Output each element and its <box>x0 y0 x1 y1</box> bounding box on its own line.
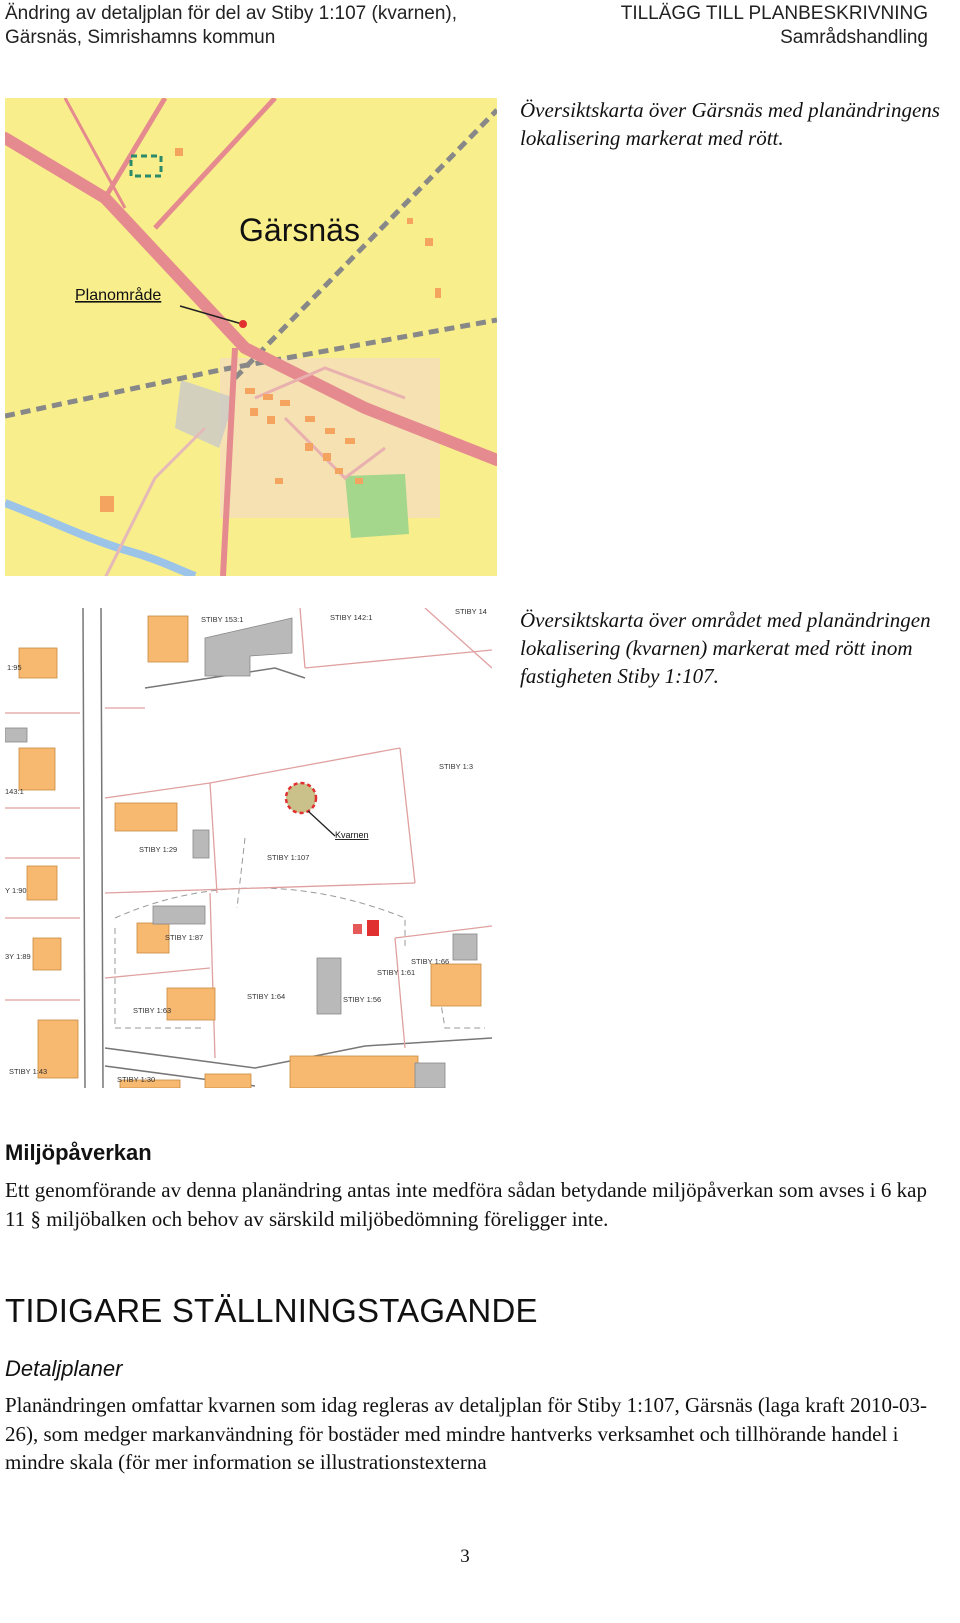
parcel-label: STIBY 1:3 <box>439 762 474 771</box>
header-right <box>621 2 928 50</box>
subheading-detail-plans: Detaljplaner <box>5 1356 123 1381</box>
parcel-label: STIBY 1:30 <box>117 1075 156 1084</box>
detail-map-kvarnen <box>5 608 492 1088</box>
parcel-label: STIBY 1:29 <box>139 845 178 854</box>
header-subtitle: Gärsnäs, Simrishamns kommun <box>5 27 276 48</box>
parcel-label: STIBY 1:56 <box>343 995 382 1004</box>
parcel-label: STIBY 1:43 <box>9 1067 48 1076</box>
parcel-label: 1:95 <box>7 663 22 672</box>
map-plan-label: Planområde <box>75 287 162 304</box>
overview-map-garsnas <box>5 98 497 576</box>
parcel-label: STIBY 1:64 <box>247 992 286 1001</box>
header-doc-status: Samrådshandling <box>780 27 928 48</box>
header-left <box>5 2 457 50</box>
section-heading-prior-decisions: TIDIGARE STÄLLNINGSTAGANDE <box>5 1292 538 1329</box>
header-title: Ändring av detaljplan för del av Stiby 1:107 (kvarnen), <box>5 3 458 24</box>
kvarnen-label: Kvarnen <box>335 830 369 840</box>
header-doc-type: TILLÄGG TILL PLANBESKRIVNING <box>620 3 928 24</box>
detail-plans-paragraph: Planändringen omfattar kvarnen som idag regleras av detaljplan för Stiby 1:107, Gärsnäs (laga kraft 2010-03-26), som medger markanvändning för bostäder med mindre hantverks verksamhet och tillhörande handel i mindre skala (för mer information se illustrationstexterna <box>5 1393 927 1474</box>
detail-map-caption: Översiktskarta över området med planändringen lokalisering (kvarnen) markerat med rött inom fastigheten Stiby 1:107. <box>520 608 931 688</box>
parcel-label: 3Y 1:89 <box>5 952 31 961</box>
parcel-label: Y 1:90 <box>5 886 27 895</box>
parcel-label: STIBY 14 <box>455 608 487 616</box>
parcel-label: STIBY 1:107 <box>267 853 310 862</box>
overview-map-caption: Översiktskarta över Gärsnäs med planändringens lokalisering markerat med rött. <box>520 98 940 150</box>
parcel-label: STIBY 1:63 <box>133 1006 172 1015</box>
parcel-label: STIBY 1:61 <box>377 968 416 977</box>
parcel-label: STIBY 1:66 <box>411 957 450 966</box>
parcel-label: STIBY 142:1 <box>330 613 373 622</box>
environment-paragraph: Ett genomförande av denna planändring antas inte medföra sådan betydande miljöpåverkan som avses i 6 kap 11 § miljöbalken och behov av särskild miljöbedömning föreligger inte. <box>5 1178 927 1231</box>
parcel-label: STIBY 1:87 <box>165 933 204 942</box>
map-place-label: Gärsnäs <box>239 212 360 248</box>
page-number: 3 <box>460 1546 470 1567</box>
parcel-label: STIBY 153:1 <box>201 615 244 624</box>
parcel-label: 143:1 <box>5 787 24 796</box>
section-heading-environment: Miljöpåverkan <box>5 1140 152 1165</box>
